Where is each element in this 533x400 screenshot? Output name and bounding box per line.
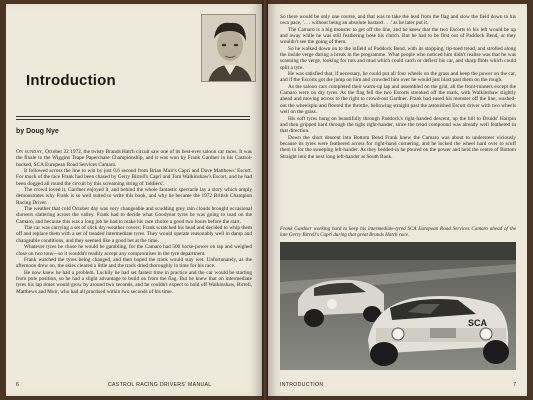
running-title: CASTROL RACING DRIVERS' MANUAL <box>108 382 212 388</box>
race-photo <box>280 242 516 370</box>
paragraph: Frank watched the tyres being changed, and then hoped the track would stay wet. Unfortunately, as the afternoon drew on, the skies cleared a little and the track dried thoroughly in time for his race. <box>16 256 252 270</box>
page-number: 7 <box>513 382 516 388</box>
paragraph: So he walked down on to the infield of Paddock Bend, with its stopping, tip-toed tread, and strolled along the inside verge during a break in the programme. What people who noticed him didn't realise was that he was scanning the verge, looking for ruts and mud which could catch or deflect his car, and sharp flints which could split a tyre. <box>280 45 516 71</box>
chapter-title: Introduction <box>26 72 116 89</box>
paragraph: So there would be only one course, and that was to take the lead from the flag and slow the field down to his own pace, '. . . without being an absolute bastard . . .' as he later put it. <box>280 14 516 27</box>
paragraph: His soft tyres hung on beautifully through Paddock's right-handed descent, up the hill to Druids' Hairpin and then gripped hard through the tight right-hander, since the tread compound was already well feathered in that direction. <box>280 115 516 135</box>
running-title: INTRODUCTION <box>280 382 324 388</box>
author-portrait <box>201 14 256 82</box>
paragraph: The weather that cold October day was very changeable and scudding grey rain clouds brought occasional showers slattering across the valley. Frank had to decide what Goodyear tyres he was going to load on the Camaro, and because this was a long job he had to make his race choice a good two hours before the start. <box>16 206 252 225</box>
paragraph: The car was carrying a set of slick dry-weather covers; Frank scratched his head and decided to whip them off and replace them with a set of treaded intermediate tyres. They would operate reasonably well in damp and changeable conditions, and they seemed like a good bet at the time. <box>16 225 252 244</box>
race-car-illustration <box>280 242 516 370</box>
right-page <box>268 4 527 396</box>
car-sponsor-text: SCA <box>468 318 488 328</box>
paragraph: He was satisfied that, if necessary, he could put all four wheels on the grass and keep the power on the car, and if the Escorts got the jump on him and crowded him over he would just blast past them on the rough. <box>280 71 516 84</box>
portrait-illustration <box>202 15 256 82</box>
paragraph: As the saloon cars completed their warm-up lap and assembled on the grid, all the front-runners except the Camaro were on dry tyres. As the flag fell the two Escorts streaked off the mark, with Walkinshaw slightly ahead and moving across to the right to crowd-out Gardner. Frank had eased his monster off the line, washed-out the wheelspin and floored the throttle, bellowing straight past the astonished Escort driver with two wheels well on the grass. <box>280 83 516 116</box>
chapter-header <box>16 14 256 109</box>
paragraph: Whatever tyres he chose he would be gambling, for the Camaro had 500 horse-power on tap and weighed close on two tons—so it wouldn't readily accept any compromises in the tyre department. <box>16 244 252 257</box>
paragraph: He now knew he had a problem. Luckily he had set fastest time in practice and the car would be starting from pole position, so he had a slight advantage to build on from the flag. But he knew that on intermediate tyres his lap times would grow by around two seconds, and he couldn't expect to hold off Walkinshaw, Birrell, Matthews and Muir, who had all practised within two seconds of his time. <box>16 269 252 295</box>
left-page <box>6 4 262 396</box>
byline: by Doug Nye <box>16 128 59 135</box>
paragraph: The Camaro is a big monster to get off the line, and he knew that the two Escorts to his left would be up and away while he was still feathering hose his clutch. But he had to be first out of Paddock Bend, or they wouldn't see the going of them. <box>280 26 516 46</box>
paragraph: On sunday, October 22 1972, the twisty Brands Hatch circuit saw one of its best-ever saloon car races. It was the finale to the Wiggins Teape Paperchase Championship, and it was won by Frank Gardner in his Castrol-backed, SCA European Road Services Camaro. <box>16 149 252 168</box>
left-body-text <box>16 149 252 379</box>
page-number: 6 <box>16 382 19 388</box>
title-rule <box>16 116 250 120</box>
photo-caption: Frank Gardner working hard to keep his intermediate-tyred SCA European Road Services Camaro ahead of the late Gerry Birrell's Capri during that great Brands Hatch race. <box>280 226 516 238</box>
paragraph: Down the short descent into Bottom Bend Frank knew the Camaro was about to understeer viciously because its tyres were feathered across for right-hand cornering, and he locked the wheel hard over to scuff them in for the sweeping left-hander. As they bedded-in he poured on the power and held the centre of Bottom Straight into the next long left-hander at South Bank. <box>280 134 516 160</box>
paragraph: The crowd loved it, Gardner enjoyed it, and behind the whole fantastic spectacle lay a story which amply demonstrates why Frank is so well suited to write this book, and why he became the 1972 British Champion Racing Driver. <box>16 187 252 206</box>
right-body-text <box>280 14 516 226</box>
paragraph: It followed across the line to win by just 0.6 second from Brian Muir's Capri and Dave Matthews' Escort. For much of the race Frank had been chased by Gerry Birrell's Capri and Tom Walkinshaw's Escort, and he had been dogged all round the circuit by this screaming string of 'tiddlers'. <box>16 168 252 187</box>
